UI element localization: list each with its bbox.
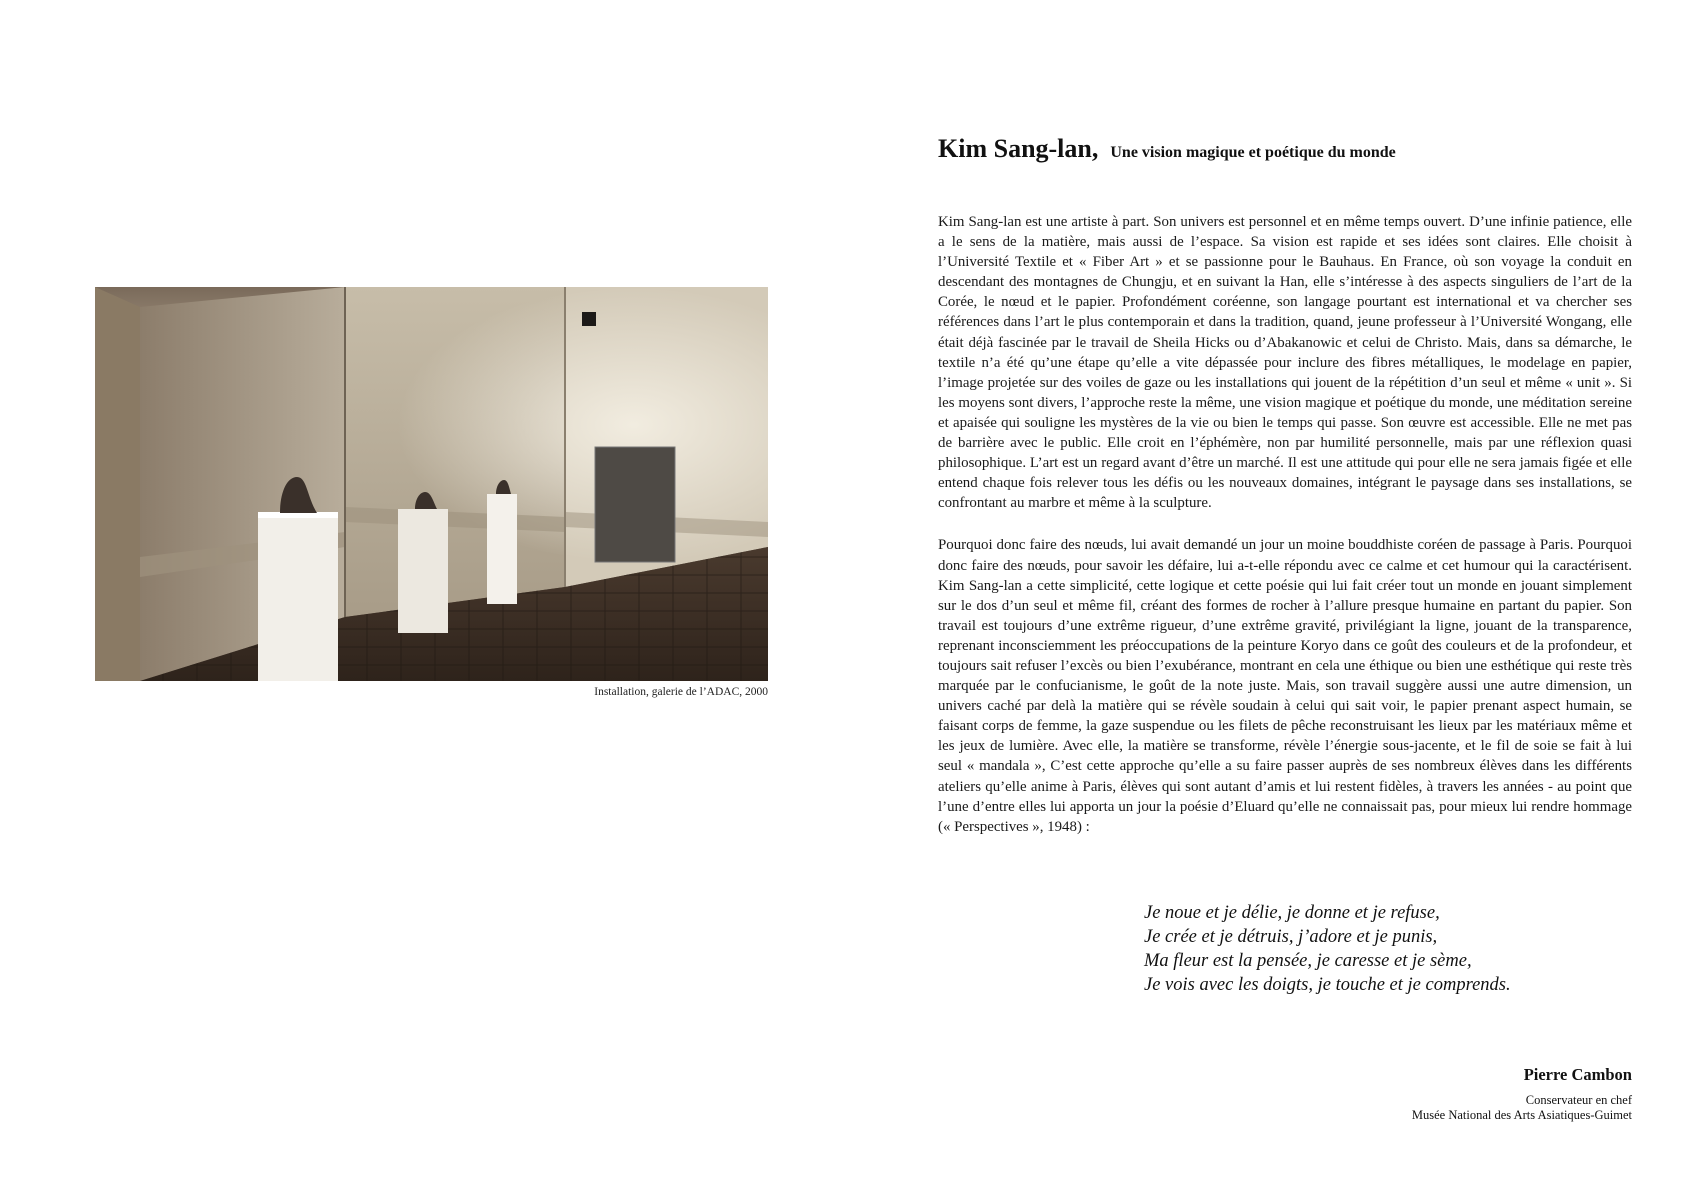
photo-caption: Installation, galerie de l’ADAC, 2000 xyxy=(594,686,768,698)
artist-name-heading: Kim Sang-lan, xyxy=(938,134,1099,163)
installation-photo xyxy=(95,287,768,681)
poem-line: Je crée et je détruis, j’adore et je punis, xyxy=(1144,927,1438,947)
author-signature xyxy=(1412,1065,1632,1123)
poem-line: Ma fleur est la pensée, je caresse et je sème, xyxy=(1144,951,1472,971)
author-institution: Musée National des Arts Asiatiques-Guimet xyxy=(1411,1108,1632,1122)
essay-body xyxy=(938,212,1632,859)
article-subtitle: Une vision magique et poétique du monde xyxy=(1110,144,1396,161)
author-role: Conservateur en chef xyxy=(1525,1093,1632,1107)
article-title xyxy=(938,134,1638,164)
essay-paragraph: Kim Sang-lan est une artiste à part. Son univers est personnel et en même temps ouvert. D’une infinie patience, elle a le sens de la matière, mais aussi de l’espace. Sa vision est rapide et ses idées sont claires. Elle choisit à l’Université Textile et « Fiber Art » et se passionne pour le Bauhaus. En France, où son voyage la conduit en descendant des montagnes de Chungju, et en suivant la Han, elle s’intéresse à des aspects singuliers de l’art de la Corée, le nœud et le papier. Profondément coréenne, son langage pourtant est international et va chercher ses références dans l’art le plus contemporain et dans la tradition, quand, jeune professeur à l’Université Wongang, elle était déjà fascinée par le travail de Sheila Hicks ou d’Abakanowic et celui de Christo. Mais, dans sa démarche, le textile n’a été qu’une étape qu’elle a vite dépassée pour inclure des fibres métalliques, le modelage en papier, l’image projetée sur des voiles de gaze ou les installations qui jouent de la répétition d’un seul et même « unit ». Si les moyens sont divers, l’approche reste la même, une vision magique et poétique du monde, une méditation sereine et apaisée qui souligne les mystères de la vie ou bien le temps qui passe. Son œuvre est accessible. Elle ne met pas de barrière avec le public. Elle croit en l’éphémère, non par humilité personnelle, mais par une réflexion quasi philosophique. L’art est un regard avant d’être un marché. Il est une attitude qui pour elle ne sera jamais figée et elle entend chaque fois relever tous les défis ou les nouveaux domaines, intégrant le paysage dans ses installations, se confrontant au marbre et même à la sculpture. xyxy=(938,214,1632,512)
poem-quote xyxy=(1144,901,1624,997)
poem-line: Je vois avec les doigts, je touche et je comprends. xyxy=(1144,975,1511,995)
author-name: Pierre Cambon xyxy=(1523,1065,1632,1084)
poem-line: Je noue et je délie, je donne et je refuse, xyxy=(1144,903,1440,923)
installation-photo-illustration xyxy=(95,287,768,681)
essay-paragraph: Pourquoi donc faire des nœuds, lui avait demandé un jour un moine bouddhiste coréen de passage à Paris. Pourquoi donc faire des nœuds, pour savoir les défaire, lui a-t-elle répondu avec ce calme et cet humour qui la caractérisent. Kim Sang-lan a cette simplicité, cette logique et cette poésie qui lui fait créer tout un monde en jouant simplement sur le dos d’un seul et même fil, créant des formes de rocher à l’allure presque humaine en partant du papier. Son travail est toujours d’une extrême rigueur, d’une extrême gravité, privilégiant la ligne, jouant de la transparence, reprenant inconsciemment les préoccupations de la peinture Koryo dans ce goût des couleurs et de la profondeur, et toujours sait refuser l’excès ou bien l’exubérance, montrant en cela une éthique ou bien une esthétique qui reste très marquée par le confucianisme, le goût de la note juste. Mais, son travail suggère aussi une autre dimension, un univers caché par delà la matière qui se révèle soudain à celui qui sait voir, le papier prenant aspect humain, se faisant corps de femme, la gaze suspendue ou les filets de pêche reconstruisant les lieux par les matériaux même et les jeux de lumière. Avec elle, la matière se transforme, révèle l’énergie sous-jacente, et le fil de soie se fait à lui seul « mandala », C’est cette approche qu’elle a su faire passer auprès de ses nombreux élèves dans les différents ateliers qu’elle anime à Paris, élèves qui sont autant d’amis et lui restent fidèles, à travers les années - au point que l’une d’entre elles lui apporta un jour la poésie d’Eluard qu’elle ne connaissait pas, pour mieux lui rendre hommage (« Perspectives », 1948) : xyxy=(938,537,1632,835)
